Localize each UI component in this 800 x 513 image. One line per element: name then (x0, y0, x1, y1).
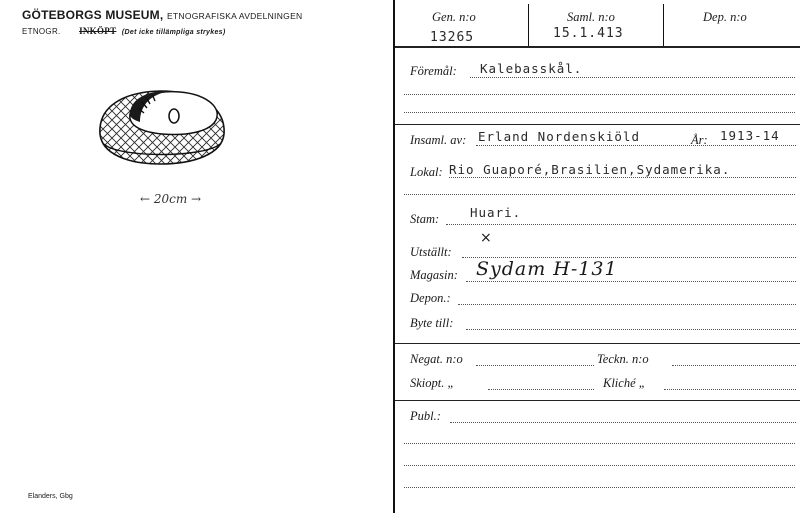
dotted-line (466, 329, 796, 330)
dotted-line (404, 194, 795, 195)
insaml-value: Erland Nordenskiöld (478, 129, 640, 144)
lokal-label: Lokal: (410, 165, 443, 179)
dotted-line (476, 365, 594, 366)
dotted-line (446, 224, 796, 225)
byte-label: Byte till: (410, 316, 454, 330)
header-col-divider-1 (528, 4, 529, 46)
skiopt-label: Skiopt. „ (410, 376, 455, 390)
museum-title: GÖTEBORGS MUSEUM, (22, 8, 164, 22)
scale-label: ← 20cm → (140, 192, 202, 206)
dotted-line (404, 443, 795, 444)
foremal-value: Kalebasskål. (480, 61, 583, 76)
dotted-line (664, 389, 796, 390)
gourd-bowl-sketch (94, 84, 230, 166)
magasin-value: Sydam H-131 (476, 258, 618, 280)
ar-value: 1913-14 (720, 128, 780, 143)
dotted-line (470, 77, 795, 78)
foremal-label: Föremål: (410, 64, 457, 78)
etnogr-label: ETNOGR. (22, 27, 61, 36)
section-rule-1 (395, 124, 800, 125)
card-divider-line (393, 0, 395, 513)
lokal-value: Rio Guaporé,Brasilien,Sydamerika. (449, 162, 731, 177)
gen-value: 13265 (430, 30, 475, 45)
dotted-line (488, 389, 594, 390)
dotted-line (404, 112, 795, 113)
ar-label: År: (691, 133, 708, 147)
dotted-line (404, 465, 795, 466)
dotted-line (404, 94, 795, 95)
dotted-line (672, 365, 796, 366)
dep-label: Dep. n:o (703, 10, 747, 24)
inkopt-stamp: INKÖPT (79, 26, 117, 36)
dotted-line (476, 145, 796, 146)
section-rule-2 (395, 343, 800, 344)
dotted-line (458, 304, 796, 305)
stam-value: Huari. (470, 205, 522, 220)
museum-name (22, 8, 302, 22)
printer-name: Elanders, Gbg (28, 493, 73, 500)
dotted-line (449, 177, 796, 178)
dotted-line (450, 422, 796, 423)
department-name: ETNOGRAFISKA AVDELNINGEN (166, 11, 303, 21)
utstallt-mark: × (480, 230, 492, 246)
depon-label: Depon.: (410, 291, 451, 305)
etnogr-line (22, 26, 225, 36)
stam-label: Stam: (410, 212, 440, 226)
kliche-label: Kliché „ (603, 376, 646, 390)
publ-label: Publ.: (410, 409, 441, 423)
saml-value: 15.1.413 (553, 26, 624, 41)
negat-label: Negat. n:o (410, 352, 463, 366)
gen-label: Gen. n:o (432, 10, 476, 24)
utstallt-label: Utställt: (410, 245, 452, 259)
strike-note: (Det icke tillämpliga strykes) (121, 29, 226, 36)
dotted-line (404, 487, 795, 488)
teckn-label: Teckn. n:o (597, 352, 649, 366)
dotted-line (466, 281, 796, 282)
magasin-label: Magasin: (410, 268, 458, 282)
saml-label: Saml. n:o (567, 10, 615, 24)
header-col-divider-2 (663, 4, 664, 46)
section-rule-3 (395, 400, 800, 401)
header-bottom-line (395, 46, 800, 48)
insaml-label: Insaml. av: (410, 133, 467, 147)
